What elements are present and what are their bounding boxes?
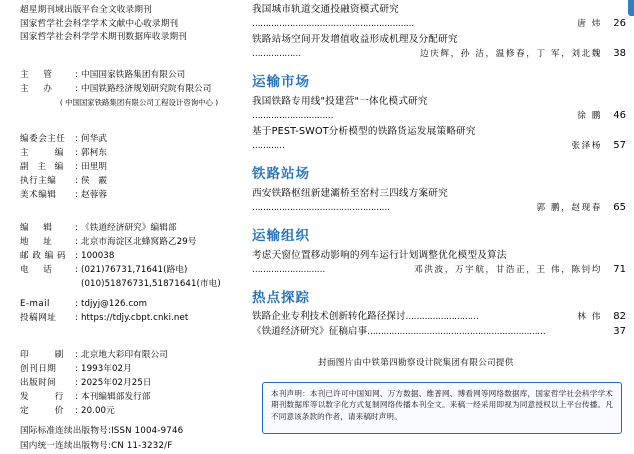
copyright-notice-text: 本刊声明：本刊已许可中国知网、万方数据、维普网、博看网等网络数据库，国家哲学社会科学学术期刊数据库等以数字化方式复制网络传播本刊全文。来稿一经采用即视为同意授权以上平台传播。凡不同意该条款的作者，请来稿时声明。 bbox=[271, 389, 613, 421]
org-row-1 bbox=[20, 82, 262, 96]
leader-dots: ………………………………………………………… bbox=[367, 327, 546, 337]
publish-value-0: 北京地大彩印有限公司 bbox=[81, 349, 168, 360]
contact-key-0: 编 辑 bbox=[20, 222, 55, 233]
toc-entry-page: 82 bbox=[613, 311, 626, 322]
website-sep: : bbox=[75, 312, 78, 323]
leader-dots: …………………………………………………… bbox=[252, 19, 414, 29]
section-heading-hot-topics: 热点探踪 bbox=[252, 290, 310, 306]
toc-entry-authors: 唐 炜 bbox=[577, 19, 602, 29]
issn-value: ISSN 1004-9746 bbox=[111, 425, 184, 436]
org-sep-1: : bbox=[75, 83, 78, 94]
leader-dots: …………………………………………… bbox=[252, 203, 390, 213]
toc-entry-meta bbox=[252, 201, 626, 215]
toc-entry-authors: 张泽杨 bbox=[571, 141, 602, 151]
publish-row-4 bbox=[20, 404, 262, 418]
toc-entry-authors: 边庆辉，孙 洁，温修春，丁 军，刘北魏 bbox=[420, 49, 602, 59]
publish-key-3: 发 行 bbox=[20, 391, 67, 402]
contents-column bbox=[250, 0, 634, 438]
staff-row-1 bbox=[20, 146, 262, 160]
staff-value-2: 田里明 bbox=[81, 161, 108, 172]
publish-value-2: 2025年02月25日 bbox=[81, 377, 152, 388]
toc-entry-title: 我国铁路专用线"投建营"一体化模式研究 bbox=[252, 96, 428, 107]
cn-row bbox=[20, 439, 262, 454]
staff-key-4: 美术编辑 bbox=[20, 189, 57, 200]
staff-key-3: 执行主编 bbox=[20, 175, 57, 186]
toc-entry-page: 37 bbox=[613, 326, 626, 337]
publish-sep-0: : bbox=[75, 349, 78, 360]
publish-sep-4: : bbox=[75, 405, 78, 416]
contact-phone-secondary: (010)51876731,51871641(市电) bbox=[81, 278, 221, 289]
leader-dots: ………… bbox=[252, 141, 285, 151]
contact-row-0 bbox=[20, 221, 262, 235]
index-line-0: 超星期刊域出版平台全文收录期刊 bbox=[20, 5, 152, 15]
publish-key-4: 定 价 bbox=[20, 405, 67, 416]
cn-value: CN 11-3232/F bbox=[111, 440, 173, 451]
contact-row-1 bbox=[20, 235, 262, 249]
contact-sep-1: : bbox=[75, 236, 78, 247]
staff-value-3: 侯 霰 bbox=[81, 175, 108, 186]
toc-entry-authors: 徐 鹏 bbox=[577, 111, 602, 121]
publish-row-1 bbox=[20, 362, 262, 376]
contact-value-2: 100038 bbox=[81, 250, 115, 261]
toc-entry-page: 26 bbox=[613, 18, 626, 29]
masthead-column bbox=[0, 0, 268, 451]
contact-block bbox=[20, 221, 262, 291]
toc-entry-title: 基于PEST-SWOT分析模型的铁路货运发展策略研究 bbox=[252, 126, 476, 137]
staff-sep-2: : bbox=[75, 161, 78, 172]
toc-entry-page: 46 bbox=[613, 110, 626, 121]
publish-key-2: 出版时间 bbox=[20, 377, 57, 388]
publish-key-0: 印 刷 bbox=[20, 349, 67, 360]
website-value[interactable]: https://tdjy.cbpt.cnki.net bbox=[81, 312, 189, 323]
staff-value-1: 郭柯东 bbox=[81, 147, 108, 158]
org-note: ( 中国国家铁路集团有限公司工程设计咨询中心 ) bbox=[59, 97, 219, 107]
toc-entry-meta bbox=[252, 109, 626, 123]
toc-entry[interactable] bbox=[252, 94, 626, 123]
issn-row bbox=[20, 424, 262, 439]
toc-entry[interactable] bbox=[252, 186, 626, 215]
publish-value-1: 1993年02月 bbox=[81, 363, 132, 374]
staff-row-4 bbox=[20, 188, 262, 202]
toc-entry-page: 38 bbox=[613, 48, 626, 59]
org-value-1: 中国铁路经济规划研究院有限公司 bbox=[81, 83, 212, 94]
staff-sep-0: : bbox=[75, 133, 78, 144]
section-heading-transport-market: 运输市场 bbox=[252, 74, 310, 90]
toc-entry[interactable] bbox=[252, 310, 626, 324]
org-sep-0: : bbox=[75, 69, 78, 80]
staff-sep-1: : bbox=[75, 147, 78, 158]
email-value[interactable]: tdjyj@126.com bbox=[81, 298, 148, 309]
toc-entry-title: 铁路企业专利技术创新转化路径探讨 bbox=[252, 311, 406, 322]
staff-block bbox=[20, 132, 262, 202]
org-value-0: 中国国家铁路集团有限公司 bbox=[81, 69, 186, 80]
staff-key-1: 主 编 bbox=[20, 147, 67, 158]
toc-entry-title: 《铁道经济研究》征稿启事 bbox=[252, 326, 368, 337]
copyright-notice-box bbox=[262, 382, 622, 434]
toc-entry-meta bbox=[252, 325, 626, 339]
contact-sep-3: : bbox=[75, 264, 78, 275]
toc-entry-page: 65 bbox=[613, 202, 626, 213]
toc-entry[interactable] bbox=[252, 325, 626, 339]
cn-key: 国内统一连续出版物号 bbox=[20, 440, 108, 451]
toc-entry-authors: 邓洪波，万宇航，甘浩正，王 伟，陈钊均 bbox=[414, 265, 602, 275]
contact-sep-0: : bbox=[75, 222, 78, 233]
contact-row-phone2 bbox=[20, 277, 262, 291]
cover-image-credit: 封面图片由中铁第四勘察设计院集团有限公司提供 bbox=[318, 358, 514, 368]
contact-row-3 bbox=[20, 263, 262, 277]
publish-sep-2: : bbox=[75, 377, 78, 388]
contact-value-0: 《铁道经济研究》编辑部 bbox=[81, 222, 177, 233]
publish-key-1: 创刊日期 bbox=[20, 363, 57, 374]
toc-entry-title: 考虑天窗位置移动影响的列车运行计划调整优化模型及算法 bbox=[252, 250, 507, 261]
org-key-1: 主 办 bbox=[20, 83, 55, 94]
staff-key-0: 编委会主任 bbox=[20, 133, 66, 144]
toc-entry[interactable] bbox=[252, 248, 626, 277]
publish-row-0 bbox=[20, 348, 262, 362]
toc-entry-meta bbox=[252, 139, 626, 153]
staff-sep-3: : bbox=[75, 175, 78, 186]
org-row-0 bbox=[20, 68, 262, 82]
toc-entry-meta bbox=[252, 263, 626, 277]
organization-block bbox=[20, 68, 262, 109]
leader-dots: ………………………… bbox=[252, 111, 333, 121]
toc-entry-title: 铁路站场空间开发增值收益形成机理及分配研究 bbox=[252, 34, 458, 45]
contact-row-2 bbox=[20, 249, 262, 263]
toc-entry-title: 我国城市轨道交通投融资模式研究 bbox=[252, 4, 399, 15]
leader-dots: ……………… bbox=[252, 49, 301, 59]
toc-entry-meta bbox=[252, 310, 626, 324]
staff-row-0 bbox=[20, 132, 262, 146]
toc-entry-meta bbox=[252, 17, 626, 31]
contact-key-3: 电 话 bbox=[20, 264, 55, 275]
contact-key-2: 邮 政 编 码 bbox=[20, 250, 67, 261]
contact-value-1: 北京市海淀区北蜂窝路乙29号 bbox=[81, 236, 197, 247]
staff-value-4: 赵蓉蓉 bbox=[81, 189, 108, 200]
section-heading-transport-organization: 运输组织 bbox=[252, 228, 310, 244]
email-row bbox=[20, 297, 262, 311]
publish-sep-3: : bbox=[75, 391, 78, 402]
publish-value-4: 20.00元 bbox=[81, 405, 115, 416]
leader-dots: ……………………… bbox=[252, 265, 325, 275]
toc-entry[interactable] bbox=[252, 32, 626, 61]
leader-dots: ……………………… bbox=[405, 312, 479, 322]
staff-value-0: 何华武 bbox=[81, 133, 108, 144]
toc-entry[interactable] bbox=[252, 124, 626, 153]
index-line-1: 国家哲学社会科学学术文献中心收录期刊 bbox=[20, 18, 179, 29]
publish-block bbox=[20, 348, 262, 418]
cn-sep: : bbox=[107, 440, 112, 451]
toc-entry[interactable] bbox=[252, 2, 626, 31]
toc-entry-page: 71 bbox=[613, 264, 626, 275]
toc-entry-authors: 林 伟 bbox=[577, 312, 602, 322]
section-heading-railway-station: 铁路站场 bbox=[252, 166, 310, 182]
contact-key-1: 地 址 bbox=[20, 236, 55, 247]
index-line-2: 国家哲学社会科学学术期刊数据库收录期刊 bbox=[20, 32, 188, 42]
toc-entry-meta bbox=[252, 47, 626, 61]
contact-sep-2: : bbox=[75, 250, 78, 261]
org-key-0: 主 管 bbox=[20, 69, 55, 80]
staff-row-3 bbox=[20, 174, 262, 188]
publish-value-3: 本刊编辑部发行部 bbox=[81, 391, 151, 402]
toc-entry-title: 西安铁路枢纽新建灞桥至窑村三四线方案研究 bbox=[252, 188, 448, 199]
publish-sep-1: : bbox=[75, 363, 78, 374]
staff-sep-4: : bbox=[75, 189, 78, 200]
toc-entry-authors: 郭 鹏，赵现春 bbox=[536, 203, 602, 213]
website-row bbox=[20, 311, 262, 325]
email-key: E-mail bbox=[20, 298, 50, 309]
staff-row-2 bbox=[20, 160, 262, 174]
email-sep: : bbox=[75, 298, 78, 309]
staff-key-2: 副 主 编 bbox=[20, 161, 67, 172]
issn-key: 国际标准连续出版物号 bbox=[20, 425, 108, 436]
issn-sep: : bbox=[107, 425, 112, 436]
toc-entry-page: 57 bbox=[613, 140, 626, 151]
publish-row-3 bbox=[20, 390, 262, 404]
website-key: 投稿网址 bbox=[20, 312, 57, 323]
publish-row-2 bbox=[20, 376, 262, 390]
contact-value-3: (021)76731,71641(路电) bbox=[81, 264, 188, 275]
